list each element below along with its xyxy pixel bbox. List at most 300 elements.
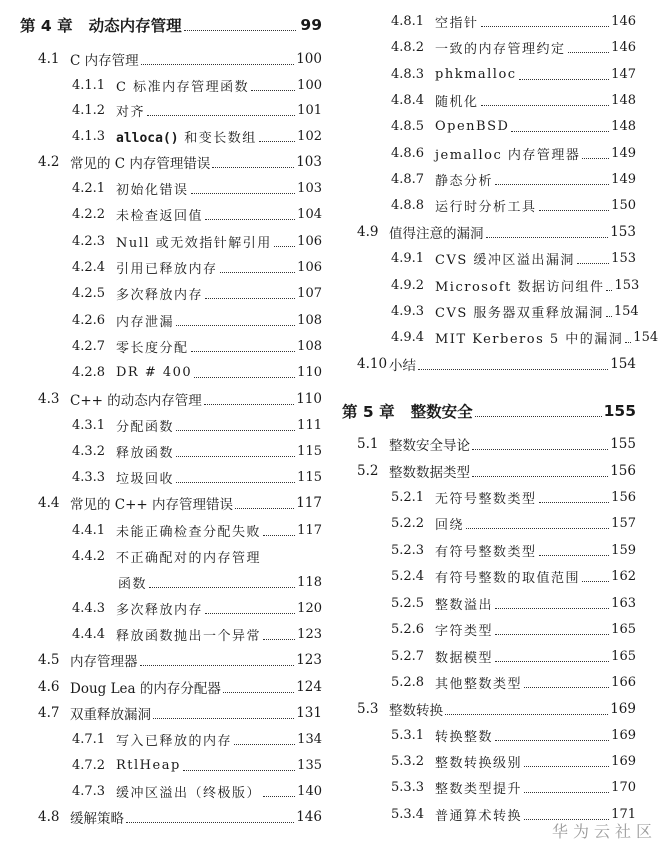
toc-entry-number: 4.8.8 bbox=[391, 197, 425, 213]
toc-leader-dots bbox=[220, 271, 296, 273]
toc-entry-title: Null 或无效指针解引用 bbox=[116, 235, 272, 251]
toc-entry-title: RtlHeap bbox=[116, 757, 181, 773]
toc-entry-number: 4.8.4 bbox=[391, 92, 425, 108]
toc-entry-number: 第 4 章 bbox=[20, 17, 73, 35]
toc-entry-number: 5.3.3 bbox=[391, 779, 425, 795]
toc-leader-dots bbox=[205, 612, 295, 614]
toc-entry-title: CVS 缓冲区溢出漏洞 bbox=[435, 252, 575, 268]
toc-entry-number: 4.10 bbox=[357, 356, 388, 372]
toc-entry-4.1.3 bbox=[0, 123, 322, 149]
toc-entry-number: 4.3.1 bbox=[72, 417, 106, 433]
toc-entry-title: 无符号整数类型 bbox=[435, 491, 537, 507]
toc-entry-number: 5.3.1 bbox=[391, 727, 425, 743]
toc-entry-number: 第 5 章 bbox=[342, 403, 395, 421]
toc-entry-title: 普通算术转换 bbox=[435, 808, 523, 824]
toc-entry-title: 数据模型 bbox=[435, 650, 494, 666]
toc-entry-title: 双重释放漏洞 bbox=[70, 707, 151, 723]
toc-leader-dots bbox=[176, 455, 295, 457]
toc-leader-dots bbox=[486, 236, 609, 238]
toc-entry-page: 103 bbox=[296, 154, 322, 170]
toc-entry-4.8 bbox=[0, 804, 322, 830]
toc-entry-page: 106 bbox=[297, 259, 322, 275]
toc-entry-number: 5.2.6 bbox=[391, 621, 425, 637]
toc-entry-title: 未检查返回值 bbox=[116, 208, 204, 224]
toc-leader-dots bbox=[263, 638, 295, 640]
toc-entry-number: 5.2.4 bbox=[391, 568, 425, 584]
toc-entry-page: 170 bbox=[611, 779, 636, 795]
toc-entry-title: 动态内存管理 bbox=[88, 17, 182, 35]
toc-entry-page: 149 bbox=[611, 171, 636, 187]
toc-entry-number: 5.2.3 bbox=[391, 542, 425, 558]
toc-entry-4.8.6 bbox=[336, 140, 636, 166]
toc-leader-dots bbox=[194, 376, 295, 378]
toc-entry-title: 未能正确检查分配失败 bbox=[116, 524, 262, 540]
toc-entry-4.8.3 bbox=[336, 61, 636, 87]
toc-leader-dots bbox=[263, 795, 295, 797]
toc-entry-number: 4.2.3 bbox=[72, 233, 106, 249]
toc-entry-number: 4.2.7 bbox=[72, 338, 106, 354]
toc-entry-number: 5.2.2 bbox=[391, 515, 425, 531]
toc-leader-dots bbox=[481, 104, 610, 106]
toc-entry-number: 4.8.7 bbox=[391, 171, 425, 187]
toc-entry-page: 159 bbox=[611, 542, 636, 558]
toc-entry-number: 5.1 bbox=[357, 436, 379, 452]
toc-leader-dots bbox=[606, 315, 612, 317]
toc-leader-dots bbox=[212, 166, 294, 168]
toc-entry-4.2.5 bbox=[0, 280, 322, 306]
toc-entry-page: 102 bbox=[297, 128, 322, 144]
toc-entry-page: 108 bbox=[297, 312, 322, 328]
toc-entry-5.2.4 bbox=[336, 563, 636, 589]
toc-entry-number: 4.8.2 bbox=[391, 39, 425, 55]
toc-entry-number: 5.2.1 bbox=[391, 489, 425, 505]
toc-entry-number: 4.8.6 bbox=[391, 145, 425, 161]
toc-entry-title: 函数 bbox=[118, 576, 148, 592]
toc-entry-number: 4.2.8 bbox=[72, 364, 106, 380]
toc-entry-page: 100 bbox=[296, 51, 322, 67]
toc-entry-title: 整数数据类型 bbox=[389, 465, 470, 481]
toc-leader-dots bbox=[176, 481, 295, 483]
toc-entry-4.3.3 bbox=[0, 464, 322, 490]
toc-entry-number: 4.2 bbox=[38, 154, 60, 170]
toc-entry-title: Doug Lea 的内存分配器 bbox=[70, 681, 221, 697]
toc-entry-title: 常见的 C++ 内存管理错误 bbox=[70, 497, 234, 513]
toc-entry-page: 146 bbox=[611, 39, 636, 55]
toc-entry-page: 163 bbox=[611, 595, 636, 611]
toc-entry-page: 124 bbox=[296, 679, 322, 695]
toc-entry-title: 整数转换 bbox=[389, 703, 443, 719]
toc-entry-page: 169 bbox=[611, 753, 636, 769]
toc-leader-dots bbox=[466, 527, 609, 529]
toc-entry-4.8.8 bbox=[336, 192, 636, 218]
toc-entry-4.3.1 bbox=[0, 412, 322, 438]
toc-entry-title: 零长度分配 bbox=[116, 340, 189, 356]
toc-entry-5.2.5 bbox=[336, 590, 636, 616]
toc-entry-title: alloca() 和变长数组 bbox=[116, 130, 257, 146]
toc-entry-number: 5.2.7 bbox=[391, 648, 425, 664]
toc-entry-title: 有符号整数的取值范围 bbox=[435, 570, 581, 586]
toc-leader-dots bbox=[539, 209, 610, 211]
toc-entry-4.9.4 bbox=[336, 324, 659, 350]
toc-entry-4.4.4 bbox=[0, 621, 322, 647]
toc-entry-4.2.8 bbox=[0, 359, 322, 385]
toc-entry-page: 156 bbox=[610, 463, 636, 479]
toc-entry-number: 4.5 bbox=[38, 652, 60, 668]
toc-entry-4.2.3 bbox=[0, 228, 322, 254]
toc-entry-page: 134 bbox=[297, 731, 322, 747]
toc-entry-5.2.7 bbox=[336, 643, 636, 669]
toc-entry-title: 初始化错误 bbox=[116, 182, 189, 198]
toc-entry-title: MIT Kerberos 5 中的漏洞 bbox=[435, 331, 624, 347]
toc-entry-page: 120 bbox=[297, 600, 322, 616]
toc-entry-page: 165 bbox=[611, 621, 636, 637]
toc-leader-dots bbox=[495, 183, 609, 185]
toc-entry-4.8.4 bbox=[336, 87, 636, 113]
toc-entry-title: 不正确配对的内存管理 bbox=[116, 550, 262, 566]
toc-entry-page: 154 bbox=[610, 356, 636, 372]
toc-entry-4.7.3 bbox=[0, 778, 322, 804]
toc-entry-title: 常见的 C 内存管理错误 bbox=[70, 156, 211, 172]
toc-entry-5.2 bbox=[336, 458, 636, 484]
toc-entry-page: 148 bbox=[611, 92, 636, 108]
toc-entry-number: 4.3.2 bbox=[72, 443, 106, 459]
toc-entry-4.9.1 bbox=[336, 245, 636, 271]
toc-leader-dots bbox=[625, 341, 631, 343]
toc-leader-dots bbox=[582, 157, 609, 159]
toc-entry-page: 101 bbox=[297, 102, 322, 118]
toc-entry-number: 4.7.3 bbox=[72, 783, 106, 799]
toc-entry-title: 值得注意的漏洞 bbox=[389, 226, 484, 242]
toc-entry-number: 4.7 bbox=[38, 705, 60, 721]
toc-leader-dots bbox=[149, 586, 295, 588]
toc-entry-title: 整数安全导论 bbox=[389, 438, 470, 454]
toc-entry-4.8.7 bbox=[336, 166, 636, 192]
toc-entry-5.3.2 bbox=[336, 748, 636, 774]
toc-entry-title: C 标准内存管理函数 bbox=[116, 79, 250, 95]
toc-entry-title: 缓冲区溢出（终极版） bbox=[116, 785, 262, 801]
toc-entry-4.1.2 bbox=[0, 97, 322, 123]
toc-entry-number: 5.3.2 bbox=[391, 753, 425, 769]
toc-leader-dots bbox=[204, 403, 294, 405]
toc-entry-number: 4.4.3 bbox=[72, 600, 106, 616]
toc-leader-dots bbox=[539, 501, 610, 503]
toc-leader-dots bbox=[141, 63, 295, 65]
toc-leader-dots bbox=[524, 765, 609, 767]
toc-entry-title: 随机化 bbox=[435, 94, 479, 110]
toc-entry-4.2.6 bbox=[0, 307, 322, 333]
toc-leader-dots bbox=[568, 51, 610, 53]
toc-leader-dots bbox=[205, 218, 295, 220]
toc-entry-title: 一致的内存管理约定 bbox=[435, 41, 566, 57]
toc-leader-dots bbox=[235, 507, 294, 509]
toc-entry-page: 118 bbox=[297, 574, 322, 590]
toc-entry-title: CVS 服务器双重释放漏洞 bbox=[435, 305, 604, 321]
toc-entry-number: 5.3.4 bbox=[391, 806, 425, 822]
toc-leader-dots bbox=[539, 554, 610, 556]
toc-entry-page: 155 bbox=[603, 402, 636, 420]
toc-entry-page: 123 bbox=[296, 652, 322, 668]
toc-entry-title: 对齐 bbox=[116, 104, 146, 120]
toc-entry-number: 4.8 bbox=[38, 809, 60, 825]
toc-entry-page: 99 bbox=[300, 16, 322, 34]
toc-entry-title: 小结 bbox=[389, 358, 416, 374]
toc-leader-dots bbox=[524, 686, 609, 688]
toc-entry-number: 4.9 bbox=[357, 224, 379, 240]
toc-entry-4.7 bbox=[0, 700, 322, 726]
toc-entry-number: 5.2.8 bbox=[391, 674, 425, 690]
toc-entry-page: 135 bbox=[297, 757, 322, 773]
toc-leader-dots bbox=[495, 660, 609, 662]
toc-entry-page: 104 bbox=[297, 206, 322, 222]
toc-entry-number: 4.4.2 bbox=[72, 548, 106, 564]
toc-entry-number: 4.1 bbox=[38, 51, 60, 67]
toc-entry-4.1 bbox=[0, 46, 322, 72]
toc-entry-number: 4.9.2 bbox=[391, 277, 425, 293]
toc-entry-page: 156 bbox=[611, 489, 636, 505]
toc-entry-number: 4.8.3 bbox=[391, 66, 425, 82]
toc-entry-page: 147 bbox=[611, 66, 636, 82]
toc-leader-dots bbox=[495, 607, 609, 609]
toc-entry-page: 171 bbox=[611, 806, 636, 822]
toc-entry-title: 整数类型提升 bbox=[435, 781, 523, 797]
toc-entry-page: 110 bbox=[297, 364, 322, 380]
toc-entry-title: 静态分析 bbox=[435, 173, 494, 189]
toc-entry-number: 4.2.6 bbox=[72, 312, 106, 328]
toc-leader-dots bbox=[223, 691, 294, 693]
toc-leader-dots bbox=[263, 534, 295, 536]
toc-leader-dots bbox=[472, 448, 608, 450]
toc-entry-title: C 内存管理 bbox=[70, 53, 139, 69]
toc-entry-5.3.1 bbox=[336, 722, 636, 748]
toc-entry-title: 引用已释放内存 bbox=[116, 261, 218, 277]
toc-entry-4.5 bbox=[0, 647, 322, 673]
toc-entry-4.2.1 bbox=[0, 175, 322, 201]
toc-entry-4.3 bbox=[0, 386, 322, 412]
toc-entry-title: 内存管理器 bbox=[70, 654, 138, 670]
toc-entry-page: 117 bbox=[297, 522, 322, 538]
toc-entry-title: 多次释放内存 bbox=[116, 287, 204, 303]
toc-entry-number: 4.1.3 bbox=[72, 128, 106, 144]
toc-leader-dots bbox=[183, 769, 295, 771]
toc-entry-title: DR # 400 bbox=[116, 364, 193, 380]
toc-entry-title: 整数转换级别 bbox=[435, 755, 523, 771]
toc-entry-4.8.5 bbox=[336, 113, 636, 139]
toc-entry-title: 转换整数 bbox=[435, 729, 494, 745]
toc-entry-4.7.1 bbox=[0, 726, 322, 752]
toc-entry-4.4.1 bbox=[0, 517, 322, 543]
toc-leader-dots bbox=[495, 633, 609, 635]
toc-entry-4.9.3 bbox=[336, 298, 639, 324]
toc-entry-number: 5.2.5 bbox=[391, 595, 425, 611]
toc-entry-page: 103 bbox=[297, 180, 322, 196]
toc-entry-cont bbox=[0, 569, 322, 595]
toc-entry-title: 其他整数类型 bbox=[435, 676, 523, 692]
watermark: 华为云社区 bbox=[551, 822, 657, 841]
toc-entry-number: 4.2.1 bbox=[72, 180, 106, 196]
toc-entry-4.2.7 bbox=[0, 333, 322, 359]
toc-leader-dots bbox=[475, 415, 602, 417]
toc-entry-page: 106 bbox=[297, 233, 322, 249]
toc-entry-title: OpenBSD bbox=[435, 118, 510, 134]
toc-entry-title: 回绕 bbox=[435, 517, 465, 533]
toc-entry-title: 缓解策略 bbox=[70, 811, 124, 827]
toc-entry-page: 146 bbox=[611, 13, 636, 29]
toc-entry-page: 169 bbox=[611, 727, 636, 743]
toc-entry-page: 115 bbox=[297, 469, 322, 485]
toc-leader-dots bbox=[205, 297, 295, 299]
toc-entry-page: 111 bbox=[297, 417, 322, 433]
toc-leader-dots bbox=[191, 350, 296, 352]
toc-entry-page: 157 bbox=[611, 515, 636, 531]
toc-entry-page: 153 bbox=[614, 277, 640, 293]
toc-entry-page: 107 bbox=[297, 285, 322, 301]
toc-entry-page: 149 bbox=[611, 145, 636, 161]
toc-entry-4.10 bbox=[336, 351, 636, 377]
toc-leader-dots bbox=[234, 743, 295, 745]
toc-entry-4.3.2 bbox=[0, 438, 322, 464]
toc-leader-dots bbox=[582, 580, 609, 582]
toc-leader-dots bbox=[445, 713, 608, 715]
toc-leader-dots bbox=[191, 192, 296, 194]
toc-entry-4.6 bbox=[0, 674, 322, 700]
toc-entry-5.2.6 bbox=[336, 616, 636, 642]
toc-entry-title: Microsoft 数据访问组件 bbox=[435, 279, 605, 295]
toc-entry-title: 释放函数 bbox=[116, 445, 175, 461]
toc-entry-page: 115 bbox=[297, 443, 322, 459]
toc-entry-5.2.8 bbox=[336, 669, 636, 695]
toc-entry-page: 150 bbox=[611, 197, 636, 213]
toc-entry-title: jemalloc 内存管理器 bbox=[435, 147, 581, 163]
toc-entry-number: 4.9.4 bbox=[391, 329, 425, 345]
toc-entry-page: 155 bbox=[610, 436, 636, 452]
toc-entry-number: 4.1.2 bbox=[72, 102, 106, 118]
toc-leader-dots bbox=[259, 140, 295, 142]
toc-entry-page: 131 bbox=[296, 705, 322, 721]
toc-entry-number: 4.3.3 bbox=[72, 469, 106, 485]
toc-entry-number: 4.1.1 bbox=[72, 77, 106, 93]
toc-entry-page: 110 bbox=[296, 391, 322, 407]
toc-entry-4.1.1 bbox=[0, 72, 322, 98]
toc-entry-page: 166 bbox=[611, 674, 636, 690]
toc-entry-4.8.1 bbox=[336, 8, 636, 34]
toc-entry-4.7.2 bbox=[0, 752, 322, 778]
toc-entry-4.4.2 bbox=[0, 543, 322, 569]
toc-entry-page: 153 bbox=[610, 224, 636, 240]
toc-leader-dots bbox=[176, 324, 295, 326]
toc-entry-number: 4.4.1 bbox=[72, 522, 106, 538]
toc-entry-number: 4.2.4 bbox=[72, 259, 106, 275]
toc-entry-title: 有符号整数类型 bbox=[435, 544, 537, 560]
toc-entry-page: 140 bbox=[297, 783, 322, 799]
toc-entry-number: 4.9.1 bbox=[391, 250, 425, 266]
toc-entry-number: 4.7.1 bbox=[72, 731, 106, 747]
toc-entry-number: 4.4.4 bbox=[72, 626, 106, 642]
toc-leader-dots bbox=[472, 475, 608, 477]
toc-entry-number: 4.8.5 bbox=[391, 118, 425, 134]
toc-entry-5.2.2 bbox=[336, 510, 636, 536]
toc-entry-title: C++ 的动态内存管理 bbox=[70, 393, 202, 409]
toc-leader-dots bbox=[418, 368, 608, 370]
toc-leader-dots bbox=[184, 29, 296, 31]
toc-entry-title: 释放函数抛出一个异常 bbox=[116, 628, 262, 644]
toc-entry-4.4 bbox=[0, 490, 322, 516]
toc-entry-4.9 bbox=[336, 219, 636, 245]
toc-leader-dots bbox=[176, 429, 295, 431]
toc-leader-dots bbox=[577, 262, 609, 264]
toc-entry-number: 5.3 bbox=[357, 701, 379, 717]
toc-entry-5.1 bbox=[336, 431, 636, 457]
toc-entry-title: 整数安全 bbox=[410, 403, 473, 421]
toc-entry-5.2.1 bbox=[336, 484, 636, 510]
toc-leader-dots bbox=[126, 821, 294, 823]
toc-leader-dots bbox=[606, 289, 612, 291]
toc-leader-dots bbox=[147, 114, 295, 116]
toc-entry-title: phkmalloc bbox=[435, 66, 517, 82]
toc-entry-page: 117 bbox=[296, 495, 322, 511]
toc-entry-title: 分配函数 bbox=[116, 419, 175, 435]
toc-entry-page: 154 bbox=[633, 329, 659, 345]
toc-entry-4.2 bbox=[0, 149, 322, 175]
toc-entry-page: 148 bbox=[611, 118, 636, 134]
toc-entry-4.2.2 bbox=[0, 201, 322, 227]
toc-entry-5.2.3 bbox=[336, 537, 636, 563]
toc-entry-4.8.2 bbox=[336, 34, 636, 60]
toc-entry-5.3 bbox=[336, 696, 636, 722]
toc-entry-page: 153 bbox=[611, 250, 636, 266]
toc-entry-number: 4.6 bbox=[38, 679, 60, 695]
toc-leader-dots bbox=[511, 130, 609, 132]
toc-entry-title: 内存泄漏 bbox=[116, 314, 175, 330]
toc-entry-4.4.3 bbox=[0, 595, 322, 621]
toc-entry-number: 4.9.3 bbox=[391, 303, 425, 319]
toc-entry-page: 154 bbox=[613, 303, 639, 319]
toc-entry-number: 4.3 bbox=[38, 391, 60, 407]
toc-entry-title: 多次释放内存 bbox=[116, 602, 204, 618]
toc-leader-dots bbox=[274, 245, 295, 247]
toc-entry-5.3.3 bbox=[336, 774, 636, 800]
toc-entry-page: 123 bbox=[297, 626, 322, 642]
toc-entry-page: 169 bbox=[610, 701, 636, 717]
toc-entry-number: 4.2.5 bbox=[72, 285, 106, 301]
toc-entry-title: 垃圾回收 bbox=[116, 471, 175, 487]
toc-entry-第5章 bbox=[336, 398, 636, 424]
toc-entry-page: 162 bbox=[611, 568, 636, 584]
toc-entry-4.2.4 bbox=[0, 254, 322, 280]
toc-entry-title: 运行时分析工具 bbox=[435, 199, 537, 215]
toc-entry-page: 146 bbox=[296, 809, 322, 825]
toc-leader-dots bbox=[481, 25, 610, 27]
toc-leader-dots bbox=[153, 717, 294, 719]
toc-entry-4.9.2 bbox=[336, 272, 640, 298]
toc-entry-number: 4.4 bbox=[38, 495, 60, 511]
toc-entry-title: 写入已释放的内存 bbox=[116, 733, 233, 749]
toc-entry-title: 空指针 bbox=[435, 15, 479, 31]
toc-leader-dots bbox=[140, 664, 295, 666]
toc-leader-dots bbox=[251, 89, 295, 91]
toc-entry-title: 整数溢出 bbox=[435, 597, 494, 613]
toc-entry-第4章 bbox=[0, 12, 322, 38]
toc-entry-title: 字符类型 bbox=[435, 623, 494, 639]
toc-leader-dots bbox=[524, 791, 609, 793]
toc-entry-page: 100 bbox=[297, 77, 322, 93]
toc-entry-page: 165 bbox=[611, 648, 636, 664]
toc-entry-number: 4.7.2 bbox=[72, 757, 106, 773]
toc-leader-dots bbox=[519, 78, 610, 80]
toc-entry-number: 5.2 bbox=[357, 463, 379, 479]
toc-leader-dots bbox=[495, 739, 609, 741]
toc-entry-number: 4.2.2 bbox=[72, 206, 106, 222]
toc-entry-number: 4.8.1 bbox=[391, 13, 425, 29]
